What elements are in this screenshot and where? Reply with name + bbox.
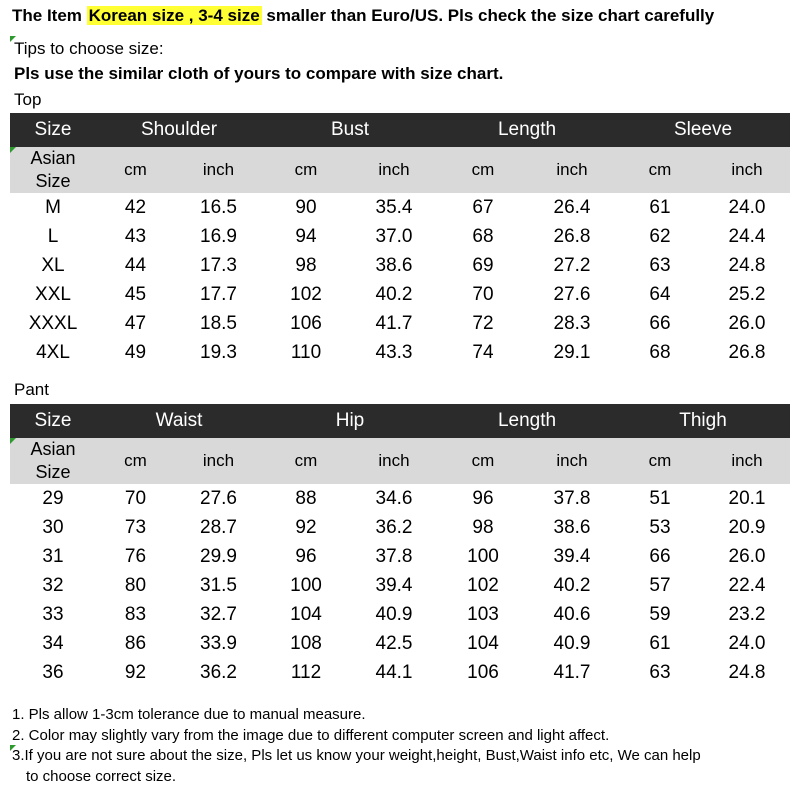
size-cell: XL (41, 254, 65, 276)
unit-cell: inch (202, 451, 235, 470)
unit-cell: cm (294, 451, 318, 470)
measure-cell: 51 (649, 487, 671, 509)
unit-cell: inch (378, 451, 410, 470)
table-row (10, 571, 790, 600)
size-cell: L (47, 225, 59, 247)
measure-cell: 28.7 (200, 516, 237, 538)
measure-cell: 37.8 (375, 545, 413, 567)
measure-cell: 49 (124, 341, 147, 363)
table-row (10, 338, 790, 367)
corner-mark-icon (10, 745, 16, 751)
table-row (10, 600, 790, 629)
table-row (10, 309, 790, 338)
measure-cell: 62 (649, 225, 671, 247)
measure-cell: 40.6 (553, 603, 591, 625)
measure-cell: 42 (124, 196, 147, 218)
measure-cell: 57 (649, 574, 671, 596)
measure-cell: 27.2 (553, 254, 591, 276)
top-unit-row (10, 147, 790, 193)
measure-cell: 27.6 (553, 283, 591, 305)
measure-cell: 29.1 (553, 341, 591, 363)
measure-cell: 80 (124, 574, 147, 596)
measure-cell: 28.3 (553, 312, 591, 334)
measure-cell: 45 (124, 283, 147, 305)
measure-cell: 38.6 (375, 254, 413, 276)
pant-header-row (10, 404, 790, 438)
measure-cell: 98 (472, 516, 494, 538)
corner-mark-icon (10, 147, 16, 153)
measure-cell: 17.3 (200, 254, 237, 276)
measure-cell: 38.6 (553, 516, 591, 538)
table-row (10, 484, 790, 513)
size-cell: 4XL (36, 341, 70, 363)
table-row (10, 222, 790, 251)
notes-list (12, 705, 701, 787)
top-size-table (10, 113, 790, 367)
measure-cell: 24.0 (728, 632, 766, 654)
measure-cell: 68 (472, 225, 494, 247)
top-header-bust: Bust (330, 119, 370, 140)
top-header-length: Length (497, 119, 557, 140)
pant-header-thigh: Thigh (679, 410, 727, 431)
asian-label-line2: Size (35, 462, 71, 482)
unit-cell: inch (556, 451, 588, 470)
measure-cell: 88 (295, 487, 317, 509)
measure-cell: 92 (124, 661, 147, 683)
measure-cell: 18.5 (200, 312, 237, 334)
measure-cell: 64 (649, 283, 671, 305)
top-header-size: Size (34, 119, 72, 140)
measure-cell: 102 (290, 283, 322, 305)
headline-suffix: smaller than Euro/US. Pls check the size chart carefully (261, 6, 715, 25)
pant-header-hip: Hip (335, 410, 365, 431)
measure-cell: 27.6 (200, 487, 237, 509)
table-row (10, 629, 790, 658)
top-table-body (10, 193, 790, 367)
measure-cell: 69 (472, 254, 494, 276)
size-cell: 30 (42, 516, 64, 538)
table-row (10, 658, 790, 687)
measure-cell: 39.4 (375, 574, 413, 596)
unit-cell: cm (648, 451, 672, 470)
measure-cell: 47 (124, 312, 147, 334)
unit-cell: inch (378, 160, 410, 179)
measure-cell: 24.8 (728, 254, 766, 276)
measure-cell: 63 (649, 254, 671, 276)
measure-cell: 83 (124, 603, 147, 625)
pant-unit-row (10, 438, 790, 484)
measure-cell: 22.4 (728, 574, 766, 596)
measure-cell: 24.0 (728, 196, 766, 218)
pant-header-size: Size (34, 410, 72, 431)
measure-cell: 90 (295, 196, 317, 218)
measure-cell: 16.9 (200, 225, 237, 247)
measure-cell: 42.5 (375, 632, 413, 654)
note-item: to choose correct size. (26, 767, 177, 785)
measure-cell: 103 (467, 603, 499, 625)
table-row (10, 513, 790, 542)
unit-cell: inch (731, 451, 763, 470)
measure-cell: 24.4 (728, 225, 766, 247)
measure-cell: 70 (124, 487, 147, 509)
measure-cell: 29.9 (200, 545, 237, 567)
measure-cell: 74 (472, 341, 494, 363)
top-header-row (10, 113, 790, 147)
measure-cell: 40.9 (553, 632, 591, 654)
top-header-shoulder: Shoulder (140, 119, 218, 140)
measure-cell: 112 (290, 661, 322, 683)
measure-cell: 70 (472, 283, 494, 305)
measure-cell: 100 (467, 545, 499, 567)
table-row (10, 193, 790, 222)
tips-heading: Tips to choose size: (14, 39, 164, 58)
measure-cell: 104 (467, 632, 499, 654)
measure-cell: 20.1 (728, 487, 766, 509)
corner-mark-icon (10, 438, 16, 444)
measure-cell: 25.2 (728, 283, 766, 305)
measure-cell: 73 (124, 516, 147, 538)
measure-cell: 33.9 (200, 632, 237, 654)
measure-cell: 19.3 (200, 341, 237, 363)
pant-header-length: Length (497, 410, 557, 431)
top-asian-size-label (10, 147, 96, 193)
measure-cell: 96 (472, 487, 494, 509)
measure-cell: 94 (295, 225, 317, 247)
measure-cell: 37.0 (375, 225, 413, 247)
measure-cell: 36.2 (375, 516, 413, 538)
measure-cell: 16.5 (200, 196, 237, 218)
unit-cell: cm (471, 160, 495, 179)
measure-cell: 37.8 (553, 487, 591, 509)
pant-header-waist: Waist (155, 410, 203, 431)
size-cell: 34 (42, 632, 64, 654)
measure-cell: 44 (124, 254, 147, 276)
headline (12, 4, 714, 28)
measure-cell: 108 (290, 632, 322, 654)
unit-cell: inch (556, 160, 588, 179)
measure-cell: 66 (649, 545, 671, 567)
unit-cell: cm (648, 160, 672, 179)
measure-cell: 36.2 (200, 661, 237, 683)
measure-cell: 41.7 (553, 661, 591, 683)
measure-cell: 110 (290, 341, 322, 363)
measure-cell: 106 (467, 661, 499, 683)
measure-cell: 43.3 (375, 341, 413, 363)
unit-cell: inch (731, 160, 763, 179)
measure-cell: 61 (649, 632, 671, 654)
asian-label-line2: Size (35, 171, 71, 191)
measure-cell: 26.4 (553, 196, 591, 218)
size-cell: M (45, 196, 61, 218)
measure-cell: 26.8 (728, 341, 766, 363)
measure-cell: 20.9 (728, 516, 766, 538)
unit-cell: cm (124, 451, 147, 470)
measure-cell: 17.7 (200, 283, 237, 305)
size-cell: 29 (42, 487, 64, 509)
size-cell: 32 (42, 574, 64, 596)
measure-cell: 72 (472, 312, 494, 334)
measure-cell: 100 (290, 574, 322, 596)
headline-highlight: Korean size , 3-4 size (88, 6, 260, 25)
measure-cell: 40.2 (553, 574, 591, 596)
tips-instruction: Pls use the similar cloth of yours to compare with size chart. (14, 64, 504, 83)
size-cell: 31 (42, 545, 64, 567)
measure-cell: 44.1 (375, 661, 413, 683)
measure-cell: 63 (649, 661, 671, 683)
measure-cell: 102 (467, 574, 499, 596)
pant-size-table (10, 404, 790, 687)
asian-label-line1: Asian (30, 439, 76, 459)
measure-cell: 104 (290, 603, 322, 625)
measure-cell: 41.7 (375, 312, 413, 334)
unit-cell: cm (471, 451, 495, 470)
unit-cell: cm (294, 160, 318, 179)
table-row (10, 251, 790, 280)
measure-cell: 76 (124, 545, 147, 567)
size-cell: XXXL (28, 312, 78, 334)
top-section-label: Top (14, 90, 42, 109)
measure-cell: 53 (649, 516, 671, 538)
measure-cell: 96 (295, 545, 317, 567)
table-row (10, 280, 790, 309)
size-cell: 36 (42, 661, 64, 683)
headline-prefix: The Item (12, 6, 87, 25)
size-cell: 33 (42, 603, 64, 625)
note-item: 2. Color may slightly vary from the image due to different computer screen and light affect. (12, 726, 610, 744)
unit-cell: cm (124, 160, 147, 179)
measure-cell: 86 (124, 632, 147, 654)
measure-cell: 43 (124, 225, 147, 247)
measure-cell: 39.4 (553, 545, 591, 567)
measure-cell: 35.4 (375, 196, 413, 218)
top-header-sleeve: Sleeve (673, 119, 733, 140)
pant-section-label: Pant (14, 380, 49, 399)
note-item: 3.If you are not sure about the size, Pls let us know your weight,height, Bust,Waist info etc, We can help (12, 747, 701, 764)
unit-cell: inch (202, 160, 235, 179)
measure-cell: 106 (290, 312, 322, 334)
note-item: 1. Pls allow 1-3cm tolerance due to manual measure. (12, 706, 366, 723)
measure-cell: 32.7 (200, 603, 237, 625)
measure-cell: 66 (649, 312, 671, 334)
measure-cell: 24.8 (728, 661, 766, 683)
measure-cell: 34.6 (375, 487, 413, 509)
measure-cell: 67 (472, 196, 494, 218)
pant-asian-size-label (10, 438, 96, 484)
measure-cell: 40.2 (375, 283, 413, 305)
asian-label-line1: Asian (30, 148, 76, 168)
measure-cell: 98 (295, 254, 317, 276)
measure-cell: 26.0 (728, 545, 766, 567)
measure-cell: 92 (295, 516, 317, 538)
size-cell: XXL (35, 283, 71, 305)
measure-cell: 31.5 (200, 574, 237, 596)
measure-cell: 26.0 (728, 312, 766, 334)
table-row (10, 542, 790, 571)
measure-cell: 40.9 (375, 603, 413, 625)
measure-cell: 59 (649, 603, 671, 625)
measure-cell: 61 (649, 196, 671, 218)
pant-table-body (10, 484, 790, 687)
measure-cell: 23.2 (728, 603, 766, 625)
measure-cell: 26.8 (553, 225, 591, 247)
measure-cell: 68 (649, 341, 671, 363)
